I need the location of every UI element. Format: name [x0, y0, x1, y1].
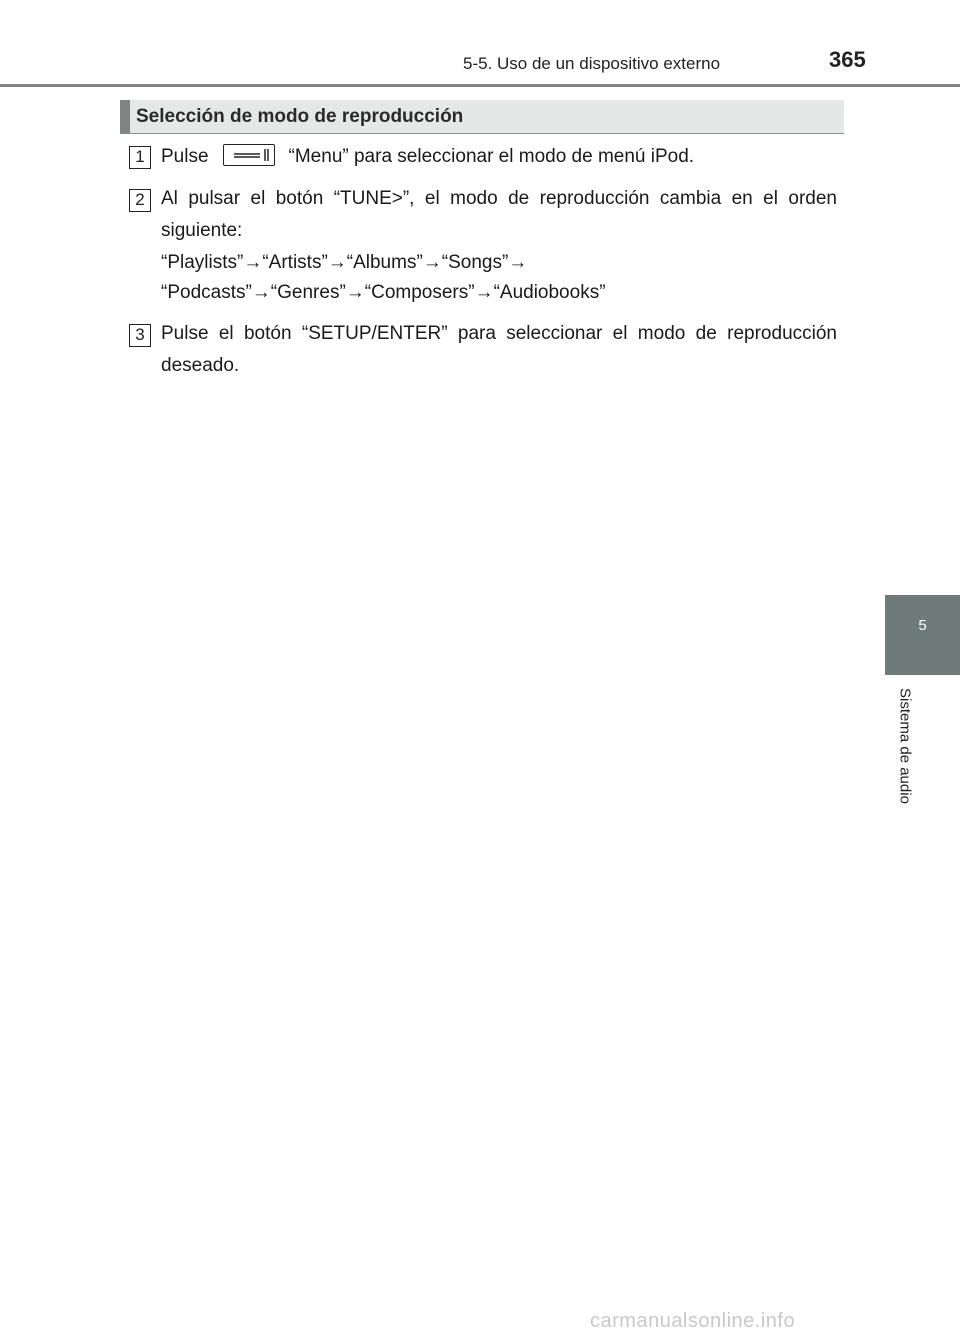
chapter-tab — [885, 595, 960, 675]
header-section-title: 5-5. Uso de un dispositivo externo — [463, 54, 721, 73]
menu-button-icon — [223, 144, 275, 166]
chapter-tab-number: 5 — [918, 617, 927, 634]
section-header — [120, 100, 844, 134]
step-text-1 — [161, 141, 837, 173]
step-2-sequence-line-1: “Playlists”→“Artists”→“Albums”→“Songs”→ — [161, 252, 528, 273]
chapter-side-label-text: Sistema de audio — [896, 688, 914, 804]
page-number: 365 — [829, 47, 866, 72]
footer-watermark: carmanualsonline.info — [590, 1310, 796, 1332]
step-number-3: 3 — [129, 324, 151, 347]
header-rule — [0, 84, 960, 87]
step-2-sequence-line-2: “Podcasts”→“Genres”→“Composers”→“Audiobooks” — [161, 282, 606, 303]
step-number-1: 1 — [129, 146, 151, 169]
section-title: Selección de modo de reproducción — [136, 106, 464, 127]
step-number-2: 2 — [129, 189, 151, 212]
chapter-side-label — [895, 688, 915, 828]
step-1-after: “Menu” para seleccionar el modo de menú iPod. — [288, 146, 695, 167]
step-text-2: Al pulsar el botón “TUNE>”, el modo de reproducción cambia en el orden siguiente: — [161, 188, 837, 241]
step-1-before: Pulse — [161, 146, 209, 167]
step-text-3: Pulse el botón “SETUP/ENTER” para seleccionar el modo de reproducción deseado. — [161, 323, 837, 376]
